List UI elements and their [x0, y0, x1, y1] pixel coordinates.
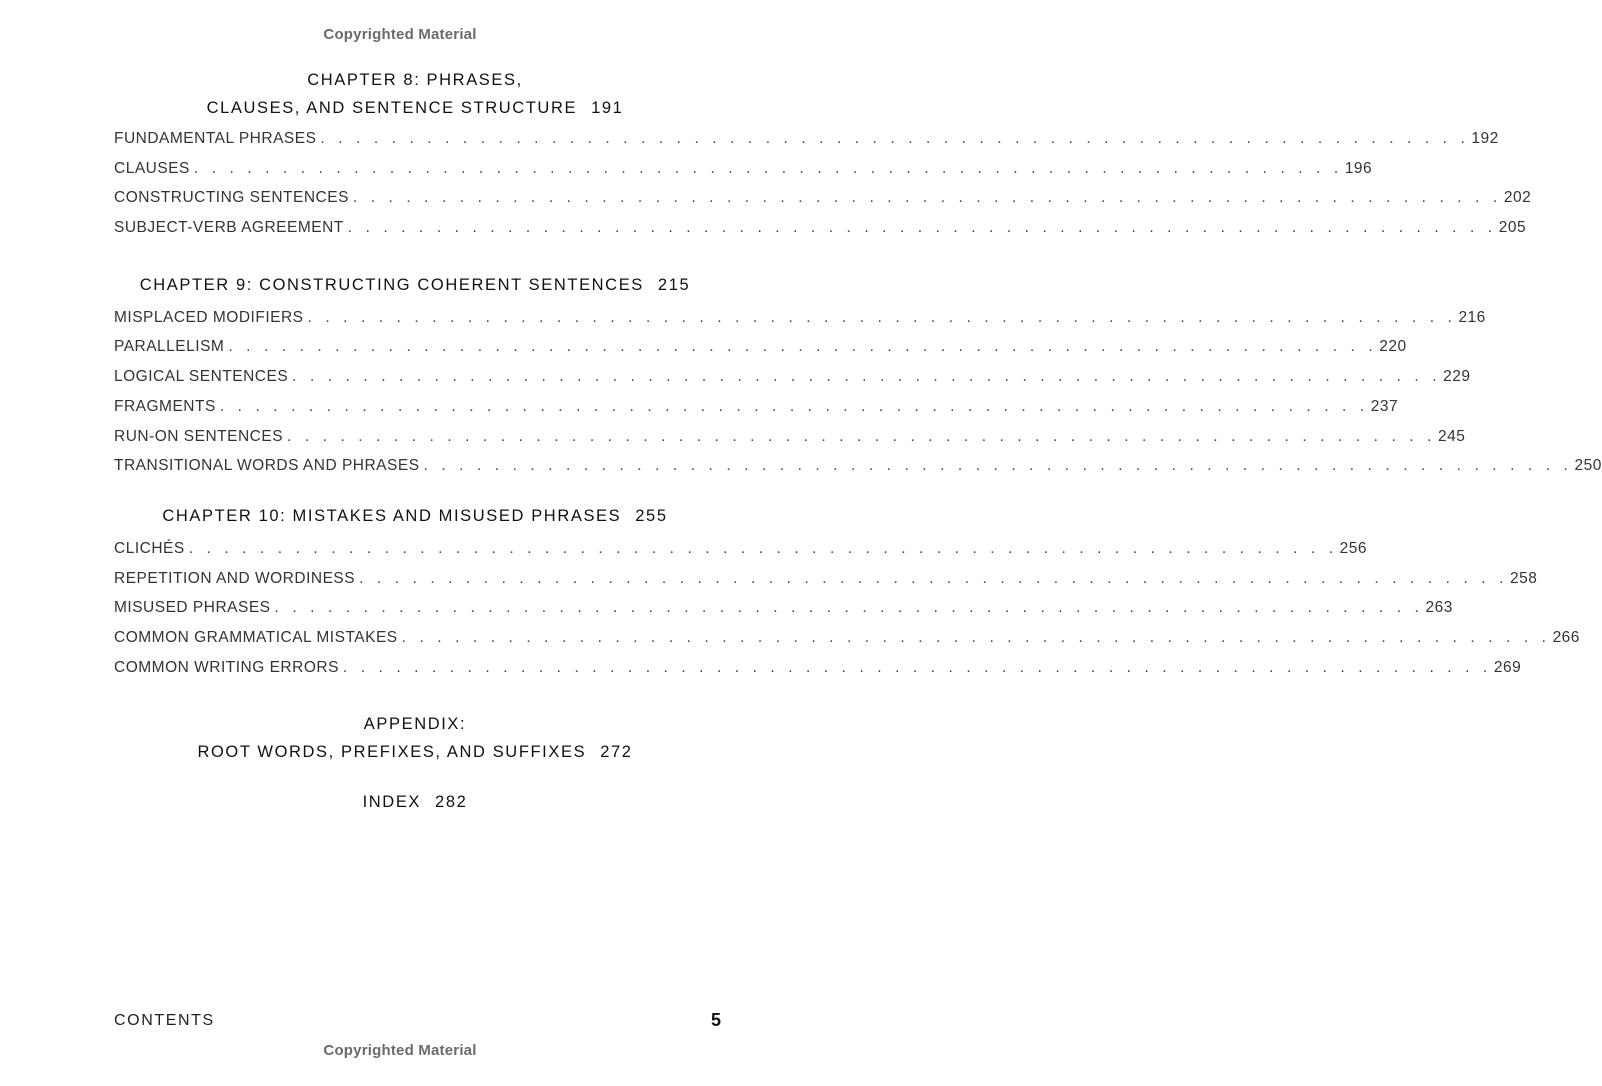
- entry-title: MISUSED PHRASES: [114, 599, 271, 617]
- entry-page: 216: [1458, 308, 1486, 326]
- entry-title: LOGICAL SENTENCES: [114, 368, 289, 386]
- entry-title: CLICHÉS: [114, 539, 185, 557]
- copyright-watermark-top: Copyrighted Material: [323, 26, 477, 43]
- toc-entry[interactable]: [114, 368, 1471, 398]
- chapter-9-entries: [114, 308, 1602, 487]
- copyright-watermark-bottom: Copyrighted Material: [323, 1042, 477, 1059]
- entry-title: CLAUSES: [114, 159, 190, 177]
- toc-entry[interactable]: [114, 427, 1466, 458]
- table-of-contents: [114, 66, 1602, 816]
- dot-leader: . . . . . . . . . . . . . . . . . . . . . . . . . . . . . . . . . . . . . . . . . . . . . . . . . . . . . . . . . . . . . . . . .: [188, 539, 1338, 557]
- appendix-heading[interactable]: [114, 710, 716, 766]
- running-footer-label: CONTENTS: [114, 1012, 215, 1029]
- entry-title: COMMON WRITING ERRORS: [114, 658, 339, 676]
- toc-entry[interactable]: [114, 539, 1367, 570]
- entry-title: COMMON GRAMMATICAL MISTAKES: [114, 628, 398, 646]
- entry-title: RUN-ON SENTENCES: [114, 427, 284, 445]
- dot-leader: . . . . . . . . . . . . . . . . . . . . . . . . . . . . . . . . . . . . . . . . . . . . . . . . . . . . . . . . . . . . . . . . .: [193, 159, 1343, 177]
- chapter-heading-line: CLAUSES, AND SENTENCE STRUCTURE: [206, 99, 578, 117]
- entry-page: 192: [1471, 130, 1499, 147]
- chapter-heading-line: ROOT WORDS, PREFIXES, AND SUFFIXES: [197, 743, 587, 762]
- chapter-heading-line: CHAPTER 10: MISTAKES AND MISUSED PHRASES: [162, 506, 622, 525]
- index-heading[interactable]: [114, 788, 716, 816]
- toc-entry[interactable]: [114, 189, 1532, 219]
- toc-entry[interactable]: [114, 599, 1453, 629]
- dot-leader: . . . . . . . . . . . . . . . . . . . . . . . . . . . . . . . . . . . . . . . . . . . . . . . . . . . . . . . . . . . . . . . . .: [292, 368, 1442, 386]
- toc-entry[interactable]: [114, 397, 1399, 428]
- chapter-heading-line: APPENDIX:: [363, 715, 467, 734]
- dot-leader: . . . . . . . . . . . . . . . . . . . . . . . . . . . . . . . . . . . . . . . . . . . . . . . . . . . . . . . . . . . . . . . . .: [401, 628, 1551, 646]
- dot-leader: . . . . . . . . . . . . . . . . . . . . . . . . . . . . . . . . . . . . . . . . . . . . . . . . . . . . . . . . . . . . . . . . .: [347, 219, 1497, 237]
- entry-page: 258: [1510, 569, 1538, 587]
- entry-title: REPETITION AND WORDINESS: [114, 569, 356, 587]
- dot-leader: . . . . . . . . . . . . . . . . . . . . . . . . . . . . . . . . . . . . . . . . . . . . . . . . . . . . . . . . . . . . . . . . .: [287, 427, 1436, 445]
- dot-leader: . . . . . . . . . . . . . . . . . . . . . . . . . . . . . . . . . . . . . . . . . . . . . . . . . . . . . . . . . . . . . . . . .: [274, 599, 1424, 617]
- entry-page: 220: [1379, 338, 1407, 356]
- chapter-9-heading: [114, 271, 716, 299]
- dot-leader: . . . . . . . . . . . . . . . . . . . . . . . . . . . . . . . . . . . . . . . . . . . . . . . . . . . . . . . . . . . . . . . . .: [423, 457, 1573, 475]
- dot-leader: . . . . . . . . . . . . . . . . . . . . . . . . . . . . . . . . . . . . . . . . . . . . . . . . . . . . . . . . . . . . . . . . .: [359, 569, 1509, 587]
- entry-page: 256: [1339, 539, 1367, 557]
- chapter-page-number: 191: [591, 99, 624, 117]
- chapter-page-number: 255: [635, 506, 668, 525]
- chapter-10-entries: [114, 539, 1580, 688]
- toc-entry[interactable]: [114, 338, 1407, 368]
- toc-entry[interactable]: [114, 219, 1527, 249]
- chapter-page-number: 215: [657, 275, 691, 294]
- chapter-page-number: 282: [435, 793, 468, 812]
- toc-entry[interactable]: [114, 658, 1522, 689]
- chapter-8-heading: [114, 66, 716, 122]
- entry-page: 196: [1344, 159, 1373, 177]
- toc-entry[interactable]: [114, 569, 1538, 600]
- chapter-heading-line: CHAPTER 8: PHRASES,: [307, 71, 523, 89]
- toc-entry[interactable]: [114, 130, 1499, 160]
- toc-entry[interactable]: [114, 628, 1580, 659]
- chapter-heading-line: CHAPTER 9: CONSTRUCTING COHERENT SENTENCES: [139, 275, 644, 294]
- dot-leader: . . . . . . . . . . . . . . . . . . . . . . . . . . . . . . . . . . . . . . . . . . . . . . . . . . . . . . . . . . . . . . . . .: [307, 308, 1457, 326]
- entry-title: SUBJECT-VERB AGREEMENT: [114, 219, 344, 237]
- entry-page: 237: [1370, 397, 1399, 415]
- dot-leader: . . . . . . . . . . . . . . . . . . . . . . . . . . . . . . . . . . . . . . . . . . . . . . . . . . . . . . . . . . . . . . . . .: [228, 338, 1378, 356]
- entry-title: PARALLELISM: [114, 338, 225, 356]
- folio-page-number: 5: [710, 1010, 721, 1030]
- toc-entry[interactable]: [114, 457, 1602, 487]
- dot-leader: . . . . . . . . . . . . . . . . . . . . . . . . . . . . . . . . . . . . . . . . . . . . . . . . . . . . . . . . . . . . . . . . .: [219, 397, 1369, 415]
- entry-page: 266: [1552, 628, 1580, 646]
- entry-page: 250: [1574, 457, 1602, 475]
- entry-title: MISPLACED MODIFIERS: [114, 308, 304, 326]
- dot-leader: . . . . . . . . . . . . . . . . . . . . . . . . . . . . . . . . . . . . . . . . . . . . . . . . . . . . . . . . . . . . . . . . .: [320, 130, 1470, 147]
- entry-page: 245: [1437, 427, 1466, 445]
- chapter-8-entries: [114, 130, 1532, 249]
- entry-page: 205: [1498, 219, 1527, 237]
- dot-leader: . . . . . . . . . . . . . . . . . . . . . . . . . . . . . . . . . . . . . . . . . . . . . . . . . . . . . . . . . . . . . . . . .: [342, 658, 1492, 676]
- chapter-10-heading: [114, 502, 716, 530]
- entry-page: 202: [1503, 189, 1532, 207]
- entry-title: FUNDAMENTAL PHRASES: [114, 130, 317, 147]
- entry-page: 269: [1493, 658, 1522, 676]
- entry-page: 229: [1443, 368, 1471, 386]
- toc-entry[interactable]: [114, 308, 1486, 339]
- entry-title: TRANSITIONAL WORDS AND PHRASES: [114, 457, 420, 475]
- dot-leader: . . . . . . . . . . . . . . . . . . . . . . . . . . . . . . . . . . . . . . . . . . . . . . . . . . . . . . . . . . . . . . . . .: [352, 189, 1502, 207]
- chapter-heading-line: INDEX: [362, 793, 422, 812]
- chapter-page-number: 272: [600, 743, 633, 762]
- entry-title: CONSTRUCTING SENTENCES: [114, 189, 349, 207]
- entry-title: FRAGMENTS: [114, 397, 216, 415]
- toc-entry[interactable]: [114, 159, 1373, 190]
- entry-page: 263: [1425, 599, 1453, 617]
